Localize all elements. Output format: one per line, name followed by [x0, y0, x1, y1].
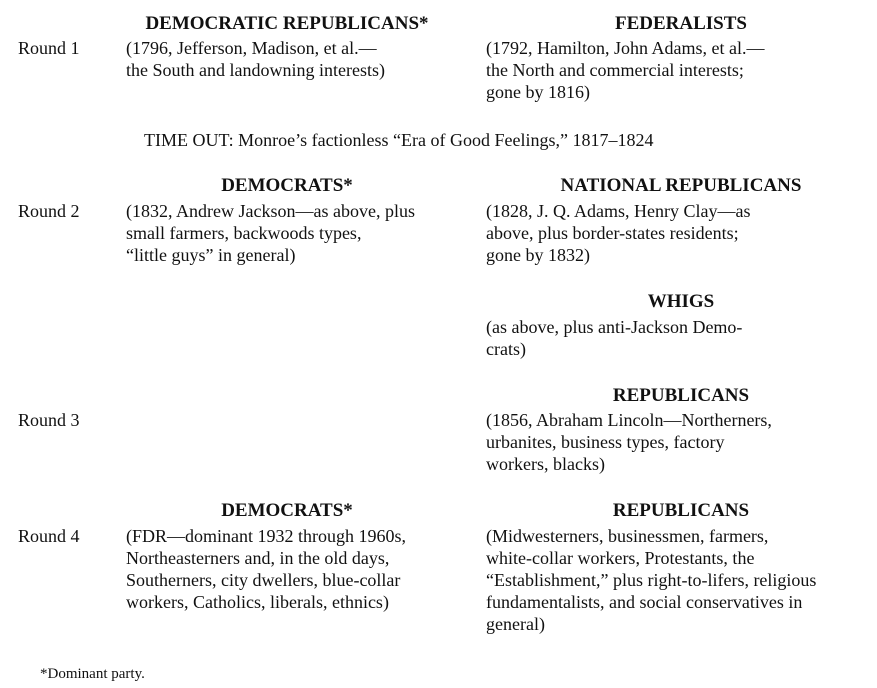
round4-left-heading: DEMOCRATS*	[221, 500, 353, 521]
round2-right-desc	[486, 200, 750, 266]
round1-left-desc	[126, 37, 385, 81]
desc-line: workers, Catholics, liberals, ethnics)	[126, 592, 389, 612]
desc-line: (1828, J. Q. Adams, Henry Clay—as	[486, 201, 751, 221]
round1-left-heading: DEMOCRATIC REPUBLICANS*	[145, 13, 429, 34]
round4-left-desc	[126, 525, 406, 613]
desc-line: urbanites, business types, factory	[486, 432, 725, 452]
desc-line: (FDR—dominant 1932 through 1960s,	[126, 526, 407, 546]
desc-line: “little guys” in general)	[126, 245, 296, 265]
desc-line: gone by 1832)	[486, 245, 590, 265]
round3-right-desc	[486, 409, 772, 475]
desc-line: white-collar workers, Protestants, the	[486, 548, 755, 568]
desc-line: fundamentalists, and social conservatives in	[486, 592, 803, 612]
desc-line: “Establishment,” plus right-to-lifers, religious	[486, 570, 817, 590]
desc-line: workers, blacks)	[486, 454, 605, 474]
round3-right-heading: REPUBLICANS	[612, 385, 750, 406]
round1-label: Round 1	[18, 38, 80, 58]
desc-line: Southerners, city dwellers, blue-collar	[126, 570, 401, 590]
footnote: *Dominant party.	[40, 666, 145, 682]
round2-label: Round 2	[18, 201, 80, 221]
round1-right-heading: FEDERALISTS	[615, 13, 747, 34]
desc-line: crats)	[486, 339, 526, 359]
desc-line: Northeasterners and, in the old days,	[126, 548, 390, 568]
whigs-desc	[486, 316, 742, 360]
desc-line: the North and commercial interests;	[486, 60, 744, 80]
desc-line: (1832, Andrew Jackson—as above, plus	[126, 201, 415, 221]
round2-left-desc	[126, 200, 415, 266]
desc-line: above, plus border-states residents;	[486, 223, 739, 243]
desc-line: (1856, Abraham Lincoln—Northerners,	[486, 410, 772, 430]
desc-line: (Midwesterners, businessmen, farmers,	[486, 526, 769, 546]
desc-line: (1792, Hamilton, John Adams, et al.—	[486, 38, 765, 58]
desc-line: (1796, Jefferson, Madison, et al.—	[126, 38, 377, 58]
whigs-heading: WHIGS	[647, 291, 715, 312]
desc-line: small farmers, backwoods types,	[126, 223, 362, 243]
desc-line: (as above, plus anti-Jackson Demo-	[486, 317, 743, 337]
round1-right-desc	[486, 37, 764, 103]
desc-line: the South and landowning interests)	[126, 60, 385, 80]
round2-left-heading: DEMOCRATS*	[221, 175, 353, 196]
desc-line: gone by 1816)	[486, 82, 590, 102]
round4-right-heading: REPUBLICANS	[612, 500, 750, 521]
round3-label: Round 3	[18, 410, 80, 430]
round4-label: Round 4	[18, 526, 80, 546]
desc-line: general)	[486, 614, 545, 634]
round2-right-heading: NATIONAL REPUBLICANS	[560, 175, 802, 196]
time-out-note: TIME OUT: Monroe’s factionless “Era of Good Feelings,” 1817–1824	[144, 130, 654, 150]
round4-right-desc	[486, 525, 816, 635]
